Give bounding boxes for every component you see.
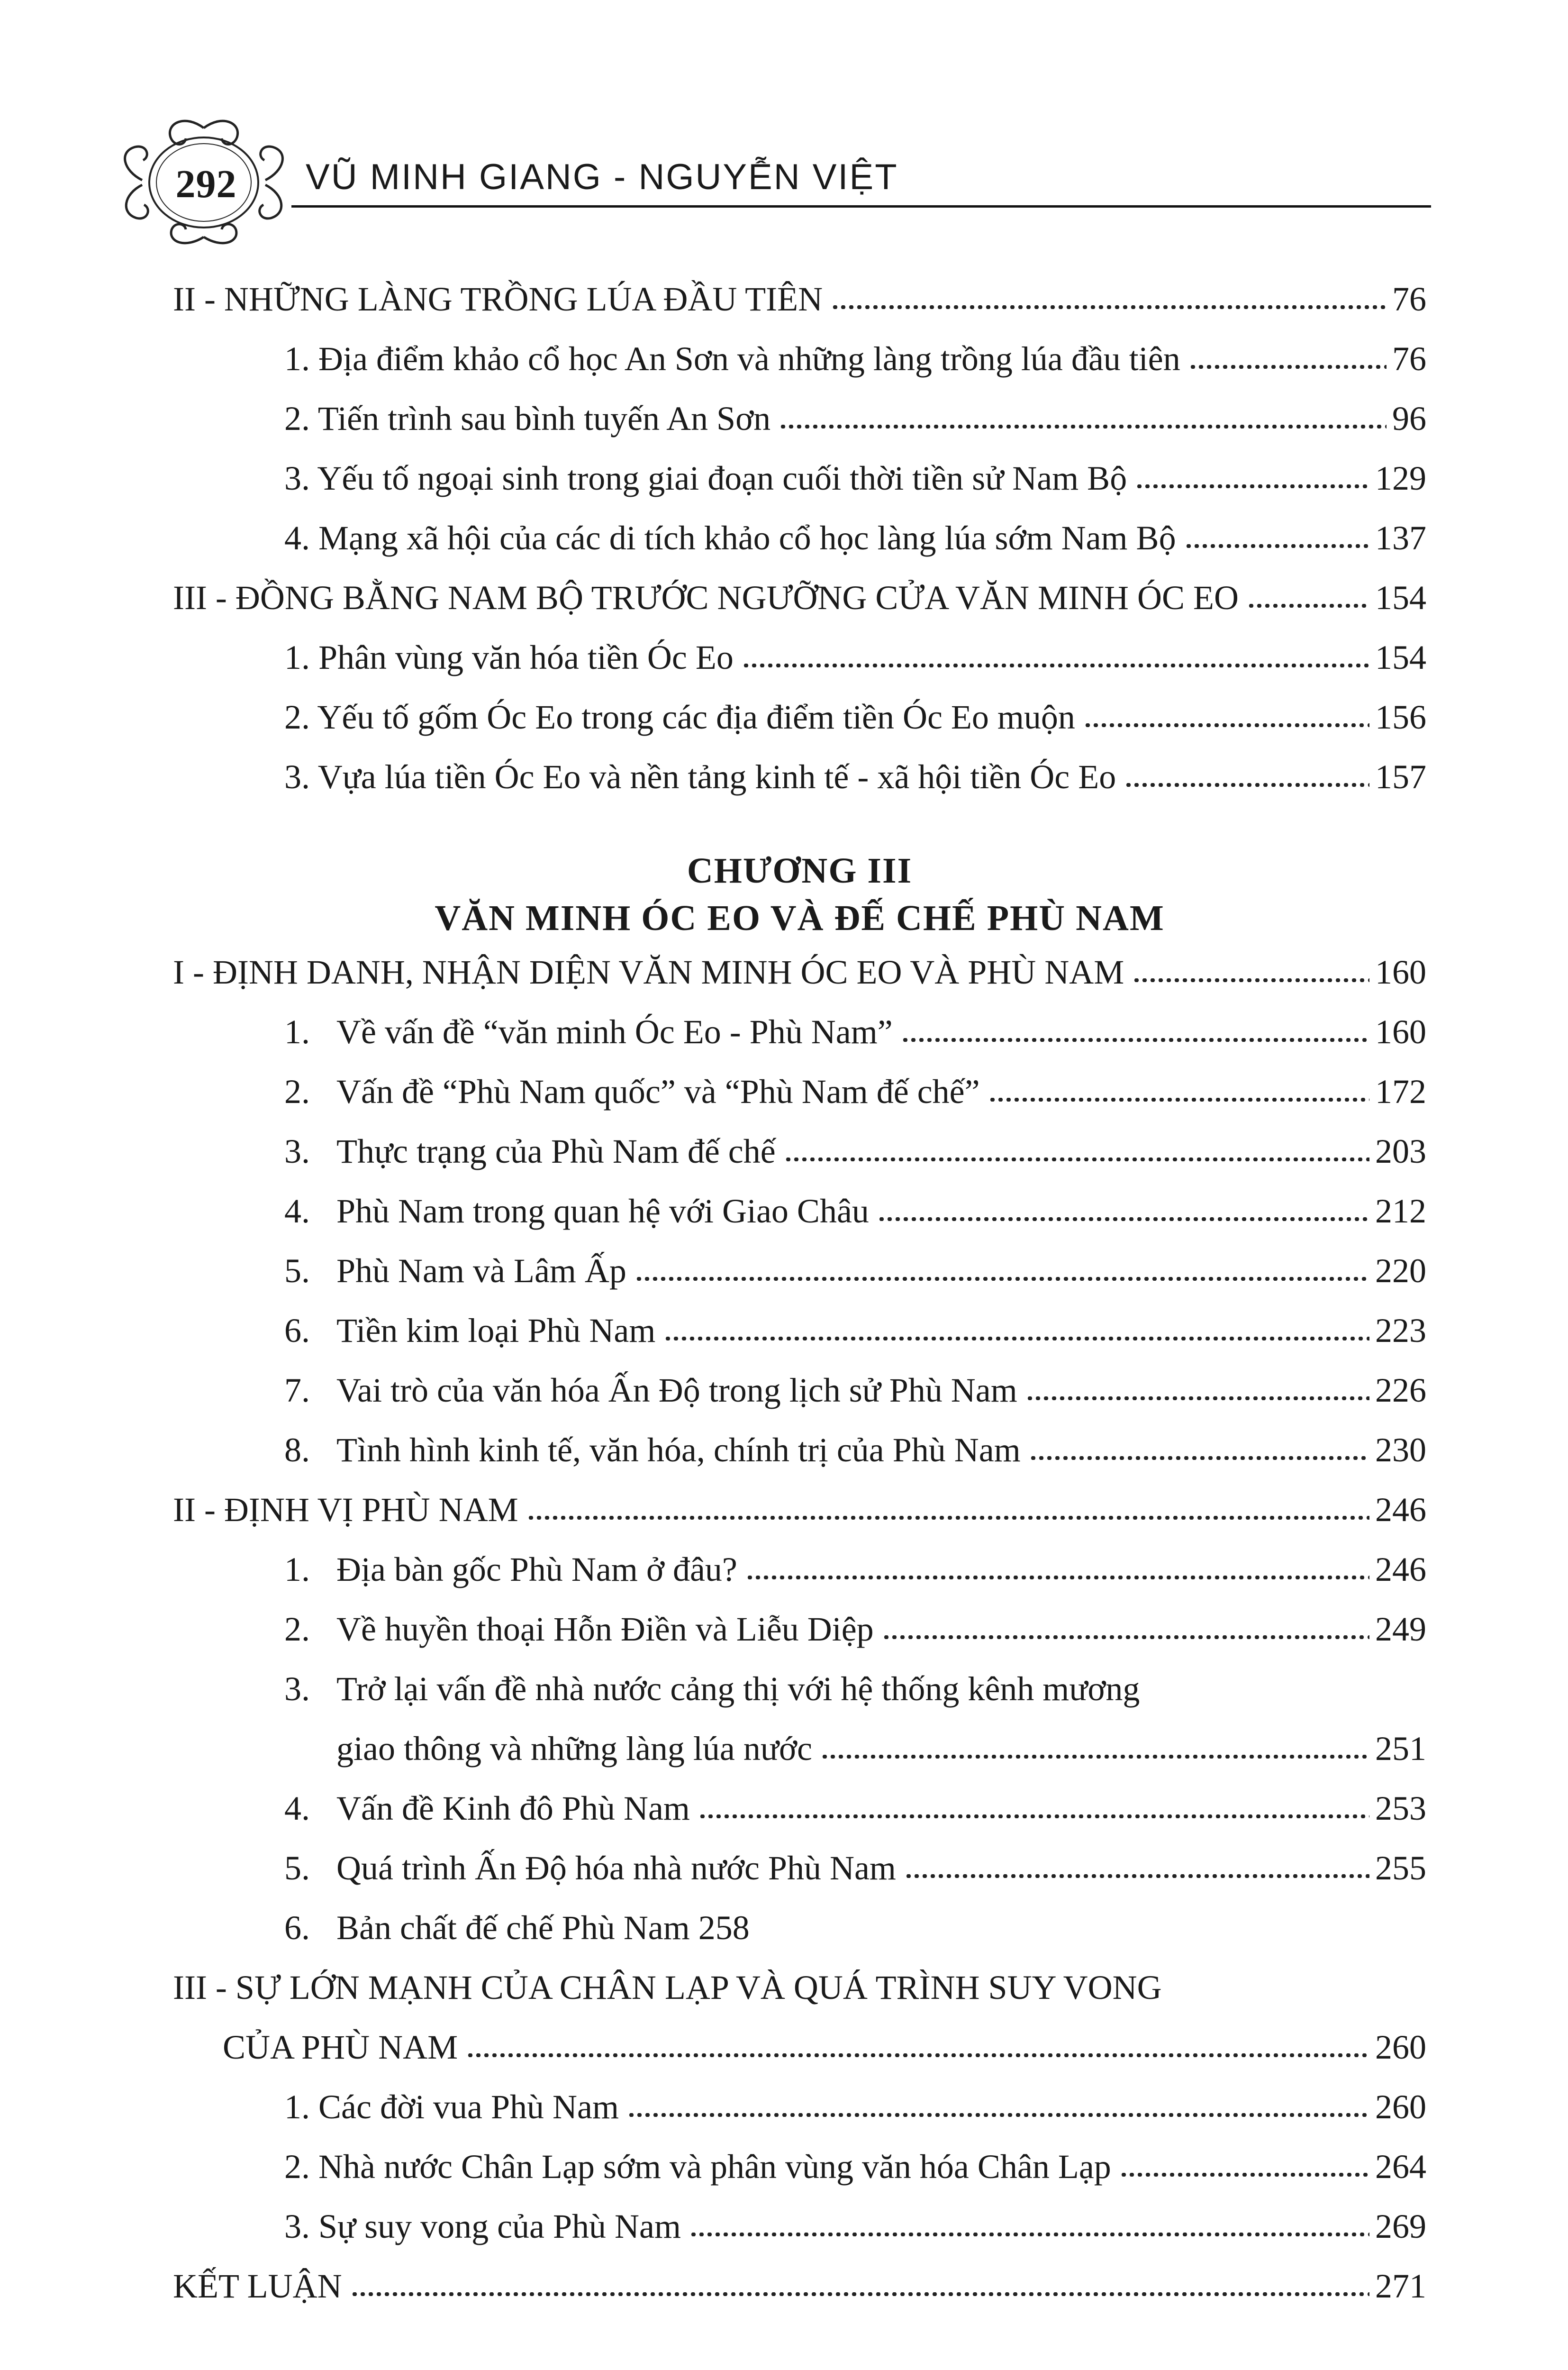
- toc-entry: 2. Vấn đề “Phù Nam quốc” và “Phù Nam đế chế” 172: [284, 1073, 1426, 1111]
- page-header: [114, 109, 1426, 223]
- toc-entry: 1. Về vấn đề “văn minh Óc Eo - Phù Nam” 160: [284, 1013, 1426, 1051]
- toc-entry: 2. Tiến trình sau bình tuyến An Sơn 96: [284, 400, 1426, 438]
- toc-entry: III - ĐỒNG BẰNG NAM BỘ TRƯỚC NGƯỠNG CỬA VĂN MINH ÓC EO 154: [173, 579, 1426, 617]
- toc-entry: 2. Về huyền thoại Hỗn Điền và Liễu Diệp 249: [284, 1610, 1426, 1648]
- running-header-author: VŨ MINH GIANG - NGUYỄN VIỆT: [306, 157, 898, 197]
- table-of-contents: [173, 280, 1426, 2326]
- toc-entry: 5. Quá trình Ấn Độ hóa nhà nước Phù Nam 255: [284, 1849, 1426, 1887]
- toc-entry: 3. Yếu tố ngoại sinh trong giai đoạn cuối thời tiền sử Nam Bộ 129: [284, 459, 1426, 497]
- toc-entry: II - NHỮNG LÀNG TRỒNG LÚA ĐẦU TIÊN 76: [173, 280, 1426, 318]
- page-number: 292: [175, 162, 237, 206]
- toc-entry: 3. Sự suy vong của Phù Nam 269: [284, 2207, 1426, 2245]
- toc-entry: 3. Vựa lúa tiền Óc Eo và nền tảng kinh tế - xã hội tiền Óc Eo 157: [284, 758, 1426, 796]
- toc-entry: 3. Thực trạng của Phù Nam đế chế 203: [284, 1132, 1426, 1170]
- toc-entry: II - ĐỊNH VỊ PHÙ NAM 246: [173, 1491, 1426, 1529]
- toc-entry: 1. Các đời vua Phù Nam 260: [284, 2088, 1426, 2126]
- toc-entry: 7. Vai trò của văn hóa Ấn Độ trong lịch sử Phù Nam 226: [284, 1371, 1426, 1409]
- toc-entry: 8. Tình hình kinh tế, văn hóa, chính trị của Phù Nam 230: [284, 1431, 1426, 1469]
- toc-entry: 3. Trở lại vấn đề nhà nước cảng thị với hệ thống kênh mương: [284, 1670, 1140, 1708]
- toc-entry: 2. Yếu tố gốm Óc Eo trong các địa điểm tiền Óc Eo muộn 156: [284, 698, 1426, 736]
- chapter-label: CHƯƠNG III: [687, 851, 913, 891]
- chapter-title: VĂN MINH ÓC EO VÀ ĐẾ CHẾ PHÙ NAM: [435, 898, 1165, 938]
- toc-entry: 2. Nhà nước Chân Lạp sớm và phân vùng văn hóa Chân Lạp 264: [284, 2148, 1426, 2186]
- toc-entry: 1. Địa bàn gốc Phù Nam ở đâu? 246: [284, 1550, 1426, 1588]
- toc-entry: 6. Tiền kim loại Phù Nam 223: [284, 1312, 1426, 1349]
- toc-entry: 4. Mạng xã hội của các di tích khảo cổ học làng lúa sớm Nam Bộ 137: [284, 519, 1426, 557]
- toc-entry-continuation: CỦA PHÙ NAM 260: [223, 2028, 1426, 2066]
- toc-entry: III - SỰ LỚN MẠNH CỦA CHÂN LẠP VÀ QUÁ TRÌNH SUY VONG: [173, 1969, 1162, 2006]
- toc-entry: 1. Phân vùng văn hóa tiền Óc Eo 154: [284, 638, 1426, 676]
- header-rule: [291, 205, 1431, 208]
- toc-entry-continuation: giao thông và những làng lúa nước 251: [336, 1730, 1426, 1768]
- toc-entry: 4. Phù Nam trong quan hệ với Giao Châu 212: [284, 1192, 1426, 1230]
- toc-entry: 4. Vấn đề Kinh đô Phù Nam 253: [284, 1789, 1426, 1827]
- toc-entry: I - ĐỊNH DANH, NHẬN DIỆN VĂN MINH ÓC EO VÀ PHÙ NAM 160: [173, 953, 1426, 991]
- toc-entry: 5. Phù Nam và Lâm Ấp 220: [284, 1252, 1426, 1290]
- chapter-heading: [173, 850, 1426, 945]
- toc-entry: 1. Địa điểm khảo cổ học An Sơn và những làng trồng lúa đầu tiên 76: [284, 340, 1426, 378]
- toc-entry: KẾT LUẬN 271: [173, 2267, 1426, 2305]
- toc-entry: 6. Bản chất đế chế Phù Nam 258: [284, 1909, 750, 1947]
